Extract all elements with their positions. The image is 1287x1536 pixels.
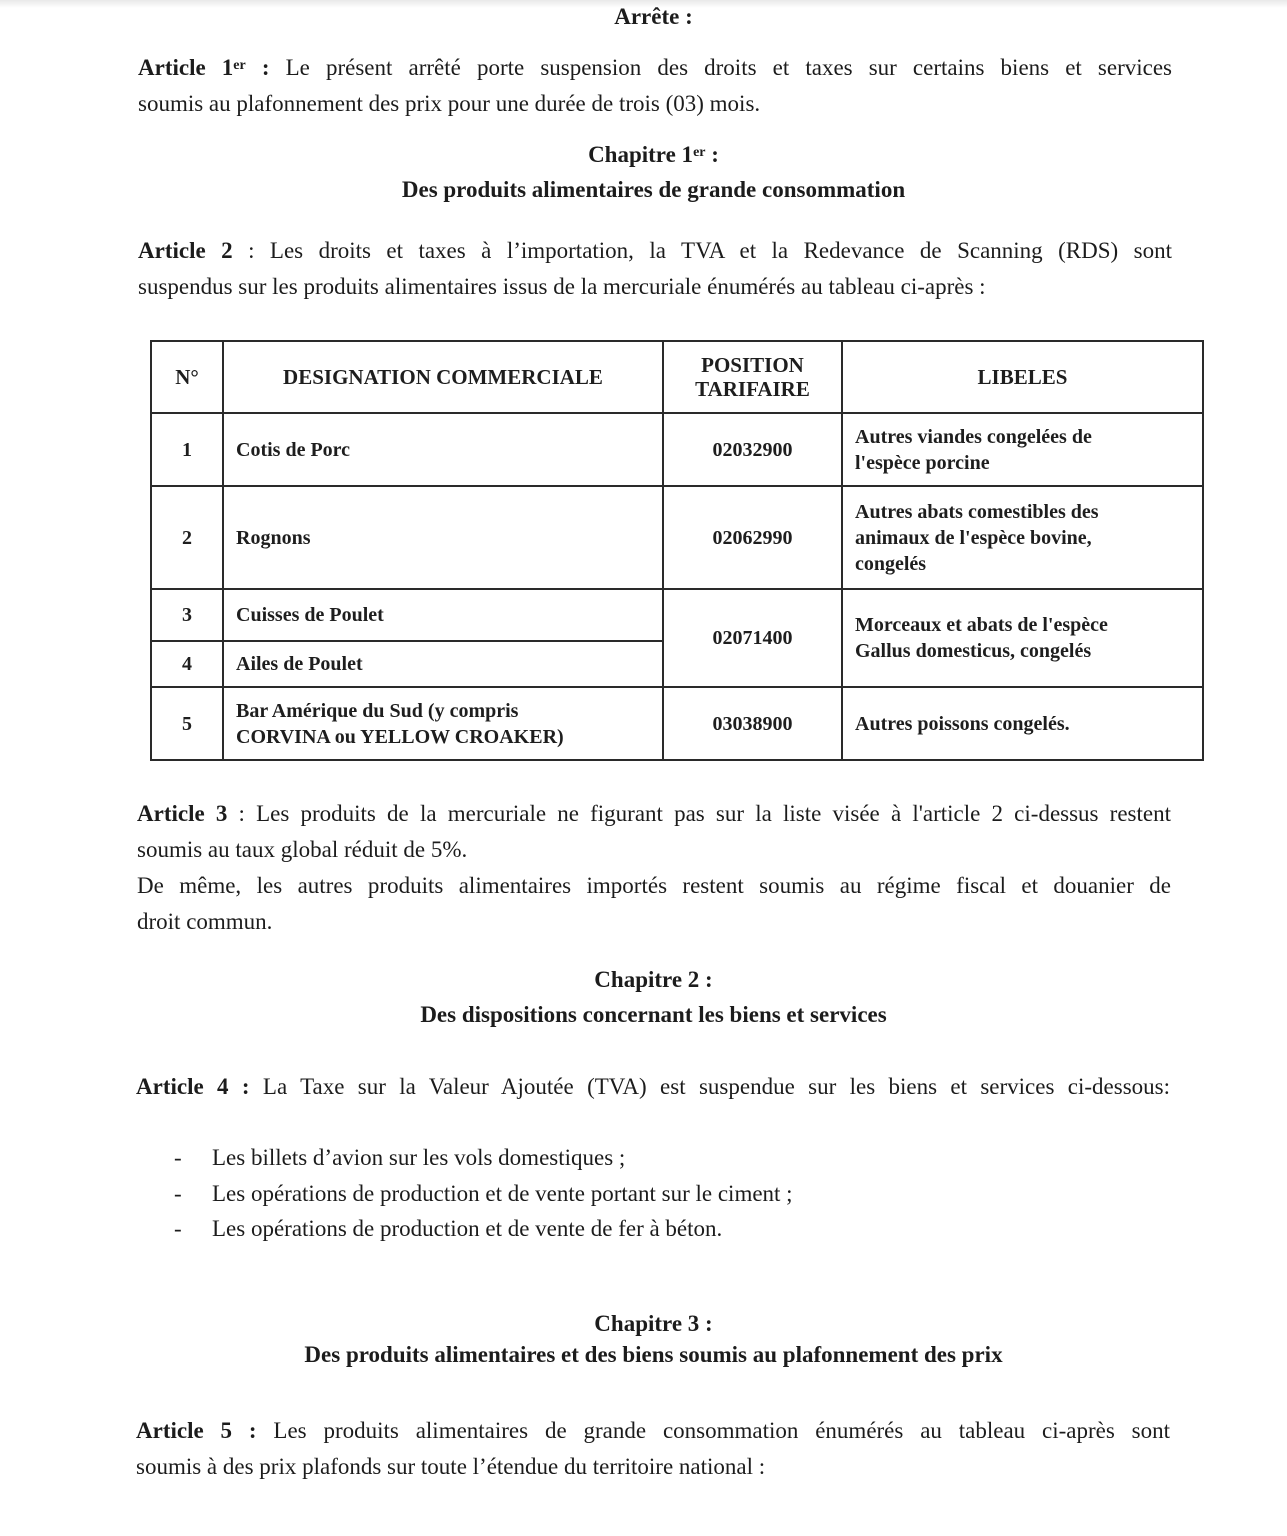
row-position: 02032900	[663, 413, 842, 486]
tariff-table	[150, 340, 1204, 761]
table-row	[151, 486, 1203, 589]
row-libele: Autres viandes congelées de l'espèce porcine	[842, 413, 1203, 486]
header-num: N°	[151, 341, 223, 413]
table-row	[151, 687, 1203, 760]
decree-heading: Arrête :	[614, 4, 693, 29]
row-designation: Cotis de Porc	[223, 413, 663, 486]
row-libele: Autres poissons congelés.	[842, 687, 1203, 760]
row-position: 03038900	[663, 687, 842, 760]
row-num: 4	[151, 641, 223, 687]
article-2-text-line-1: : Les droits et taxes à l’importation, la TVA et la Redevance de Scanning (RDS) sont	[232, 238, 1172, 263]
row-designation: Cuisses de Poulet	[223, 589, 663, 641]
chapter-2-subtitle: Des dispositions concernant les biens et services	[420, 1002, 887, 1027]
row-libele: Morceaux et abats de l'espèce Gallus domesticus, congelés	[842, 589, 1203, 687]
article-3-text-line-3: De même, les autres produits alimentaires importés restent soumis au régime fiscal et douanier de	[137, 873, 1171, 898]
row-designation: Ailes de Poulet	[223, 641, 663, 687]
article-3-text-line-2: soumis au taux global réduit de 5%.	[137, 837, 468, 862]
chapter-1-subtitle: Des produits alimentaires de grande consommation	[401, 177, 906, 202]
row-num: 1	[151, 413, 223, 486]
dash-bullet-icon: -	[174, 1145, 182, 1170]
article-3-text-line-4: droit commun.	[137, 909, 273, 934]
row-num: 2	[151, 486, 223, 589]
article-2-lead: Article 2	[138, 238, 233, 263]
article-2	[138, 233, 1172, 305]
chapter-3-title: Chapitre 3 :	[594, 1311, 713, 1336]
header-designation: DESIGNATION COMMERCIALE	[223, 341, 663, 413]
table-row	[151, 589, 1203, 641]
row-num: 3	[151, 589, 223, 641]
article-1-text-line-2: soumis au plafonnement des prix pour une durée de trois (03) mois.	[138, 91, 761, 116]
dash-bullet-icon: -	[174, 1216, 182, 1241]
article-1-text-line-1: Le présent arrêté porte suspension des droits et taxes sur certains biens et services	[269, 55, 1172, 80]
list-item: - Les opérations de production et de vente portant sur le ciment ;	[170, 1176, 793, 1212]
article-4-list	[170, 1140, 793, 1247]
article-4-lead: Article 4 :	[136, 1074, 250, 1099]
article-1-lead: Article 1er :	[138, 55, 270, 80]
article-3-lead: Article 3	[137, 801, 228, 826]
dash-bullet-icon: -	[174, 1180, 182, 1206]
article-4	[136, 1069, 1170, 1105]
article-5-lead: Article 5 :	[136, 1418, 257, 1443]
list-item: - Les opérations de production et de vente de fer à béton.	[170, 1211, 793, 1247]
chapter-2-title: Chapitre 2 :	[594, 967, 713, 992]
article-2-text-line-2: suspendus sur les produits alimentaires issus de la mercuriale énumérés au tableau ci-après :	[138, 274, 986, 299]
article-5	[136, 1413, 1170, 1485]
list-item: - Les billets d’avion sur les vols domestiques ;	[170, 1140, 793, 1176]
row-designation: Rognons	[223, 486, 663, 589]
row-position: 02071400	[663, 589, 842, 687]
header-position: POSITION TARIFAIRE	[663, 341, 842, 413]
article-4-text: La Taxe sur la Valeur Ajoutée (TVA) est suspendue sur les biens et services ci-dessous:	[249, 1074, 1170, 1099]
table-header-row	[151, 341, 1203, 413]
header-libeles: LIBELES	[842, 341, 1203, 413]
article-3	[137, 796, 1171, 940]
row-designation: Bar Amérique du Sud (y compris CORVINA ou YELLOW CROAKER)	[223, 687, 663, 760]
table-row	[151, 413, 1203, 486]
chapter-1-title: Chapitre 1er :	[588, 142, 719, 167]
article-1	[138, 50, 1172, 122]
article-5-text-line-2: soumis à des prix plafonds sur toute l’étendue du territoire national :	[136, 1454, 766, 1479]
row-libele: Autres abats comestibles des animaux de l'espèce bovine, congelés	[842, 486, 1203, 589]
row-position: 02062990	[663, 486, 842, 589]
article-3-text-line-1: : Les produits de la mercuriale ne figurant pas sur la liste visée à l'article 2 ci-dessus restent	[227, 801, 1171, 826]
article-5-text-line-1: Les produits alimentaires de grande consommation énumérés au tableau ci-après sont	[256, 1418, 1170, 1443]
chapter-3-subtitle: Des produits alimentaires et des biens soumis au plafonnement des prix	[304, 1342, 1003, 1367]
row-num: 5	[151, 687, 223, 760]
